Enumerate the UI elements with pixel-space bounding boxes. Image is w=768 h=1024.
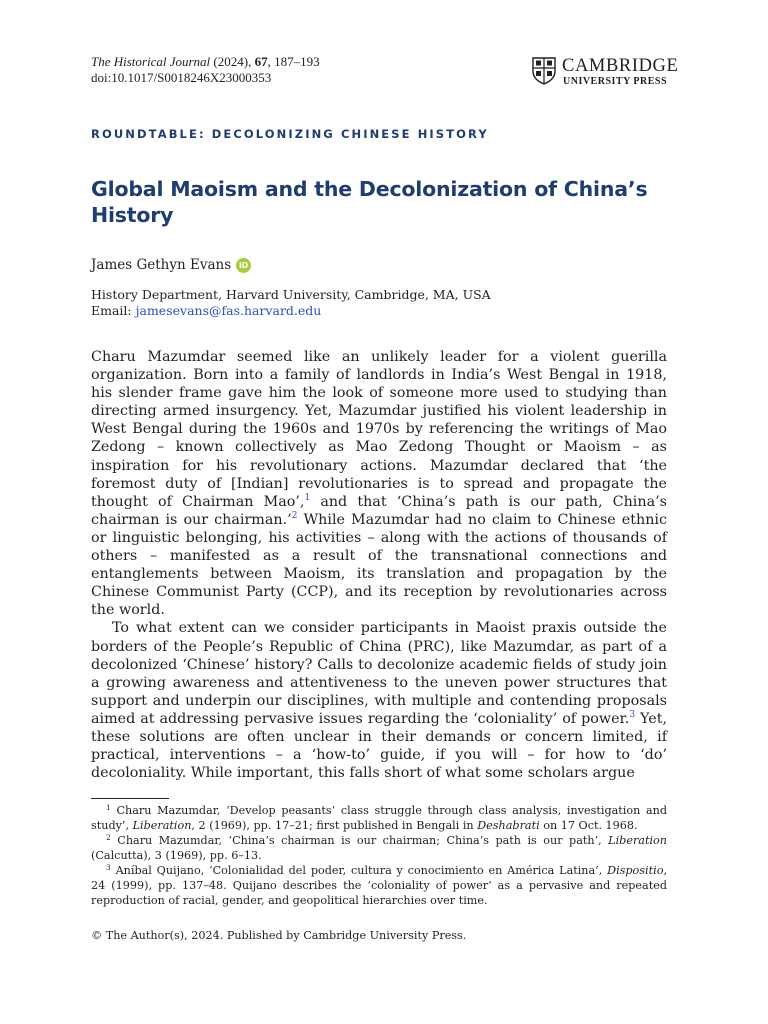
publisher-subname: UNIVERSITY PRESS [563,76,668,87]
affiliation [91,287,491,319]
doi: doi:10.1017/S0018246X23000353 [91,70,272,85]
journal-pages: , 187–193 [267,54,320,69]
paragraph-text: Charu Mazumdar seemed like an unlikely leader for a violent guerilla organization. Born into a family of landlords in India’s West Bengal in 1918, his slender frame gave him the look of someone more used to studying than directing armed insurgency. Yet, Mazumdar justified his violent leadership in West Bengal during the 1960s and 1970s by referencing the writings of Mao Zedong – known collectively as Mao Zedong Thought or Maoism – as inspiration for his revolutionary actions. Mazumdar declared that ‘the foremost duty of [Indian] revolutionaries is to spread and propagate the thought of Chairman Mao’, [91,349,667,510]
author-line [91,257,251,273]
paragraph-text: While Mazumdar had no claim to Chinese ethnic or linguistic belonging, his activities – along with the actions of thousands of others – manifested as a result of the transnational connections and entanglements between Maoism, its translation and propagation by the Chinese Communist Party (CCP), and its reception by revolutionaries across the world. [91,511,667,619]
copyright-notice: © The Author(s), 2024. Published by Cambridge University Press. [91,929,467,942]
footnote [91,863,667,908]
footnote-ref-3[interactable]: 3 [629,709,636,720]
paragraph [91,619,667,782]
footnote [91,833,667,863]
journal-name: The Historical Journal [91,54,211,69]
paragraph-text: and that ‘China’s path is our path, China’s chairman is our chairman.’ [91,493,667,528]
footnote-italic: Liberation [132,819,192,832]
footnote-text: , 24 (1999), pp. 137–48. Quijano describes the ‘coloniality of power’ as a pervasive and repeated reproduction of racial, gender, and geopolitical hierarchies over time. [91,864,667,907]
footnote-number: 1 [106,803,111,812]
paragraph [91,348,667,619]
citation-line [91,54,320,70]
email-link[interactable]: jamesevans@fas.harvard.edu [135,303,322,318]
paragraph-text: To what extent can we consider participants in Maoist praxis outside the borders of the People’s Republic of China (PRC), like Mazumdar, as part of a decolonized ‘Chinese’ history? Calls to decolonize academic fields of study join a growing awareness and attentiveness to the uneven power structures that support and underpin our disciplines, with multiple and contending proposals aimed at addressing pervasive issues regarding the ‘coloniality’ of power. [91,620,667,727]
footnote-number: 2 [106,833,111,842]
footnote-text: Charu Mazumdar, ‘Develop peasants’ class struggle through class analysis, investigation and study’, [91,804,667,832]
footnote-ref-2[interactable]: 2 [291,510,298,521]
journal-year: (2024), [213,54,255,69]
footnote-text: on 17 Oct. 1968. [539,819,638,832]
footnote-text: (Calcutta), 3 (1969), pp. 6–13. [91,849,262,862]
article-body [91,348,667,782]
journal-volume: 67 [254,54,268,69]
footnote-ref-1[interactable]: 1 [304,492,311,503]
orcid-icon[interactable]: iD [236,258,251,273]
cambridge-logo [532,56,679,89]
email-label: Email: [91,303,136,318]
footnote-text: Charu Mazumdar, ‘China’s chairman is our chairman; China’s path is our path’, [110,834,609,847]
footnote-italic: Deshabrati [477,819,540,832]
publisher-name: CAMBRIDGE [562,56,679,76]
journal-citation [91,54,320,86]
footnote [91,803,667,833]
department: History Department, Harvard University, Cambridge, MA, USA [91,287,491,302]
email-line [91,303,491,319]
footnote-number: 3 [106,863,111,872]
footnote-text: , 2 (1969), pp. 17–21; first published in Bengali in [191,819,478,832]
footnote-italic: Liberation [608,834,667,847]
footnote-italic: Dispositio [607,864,664,877]
footnotes [91,803,667,908]
section-label: ROUNDTABLE: DECOLONIZING CHINESE HISTORY [91,127,489,141]
author-name: James Gethyn Evans [91,257,232,273]
footnote-divider [91,798,169,799]
shield-icon [532,57,556,85]
paragraph-text: Yet, these solutions are often unclear in their demands or concern limited, if practical, interventions – a ‘how-to’ guide, if you will – for how to ‘do’ decoloniality. While important, this falls short of what some scholars argue [91,710,667,782]
article-title: Global Maoism and the Decolonization of China’s History [91,177,648,227]
footnote-text: Aníbal Quijano, ‘Colonialidad del poder, cultura y conocimiento en América Latina’, [110,864,608,877]
